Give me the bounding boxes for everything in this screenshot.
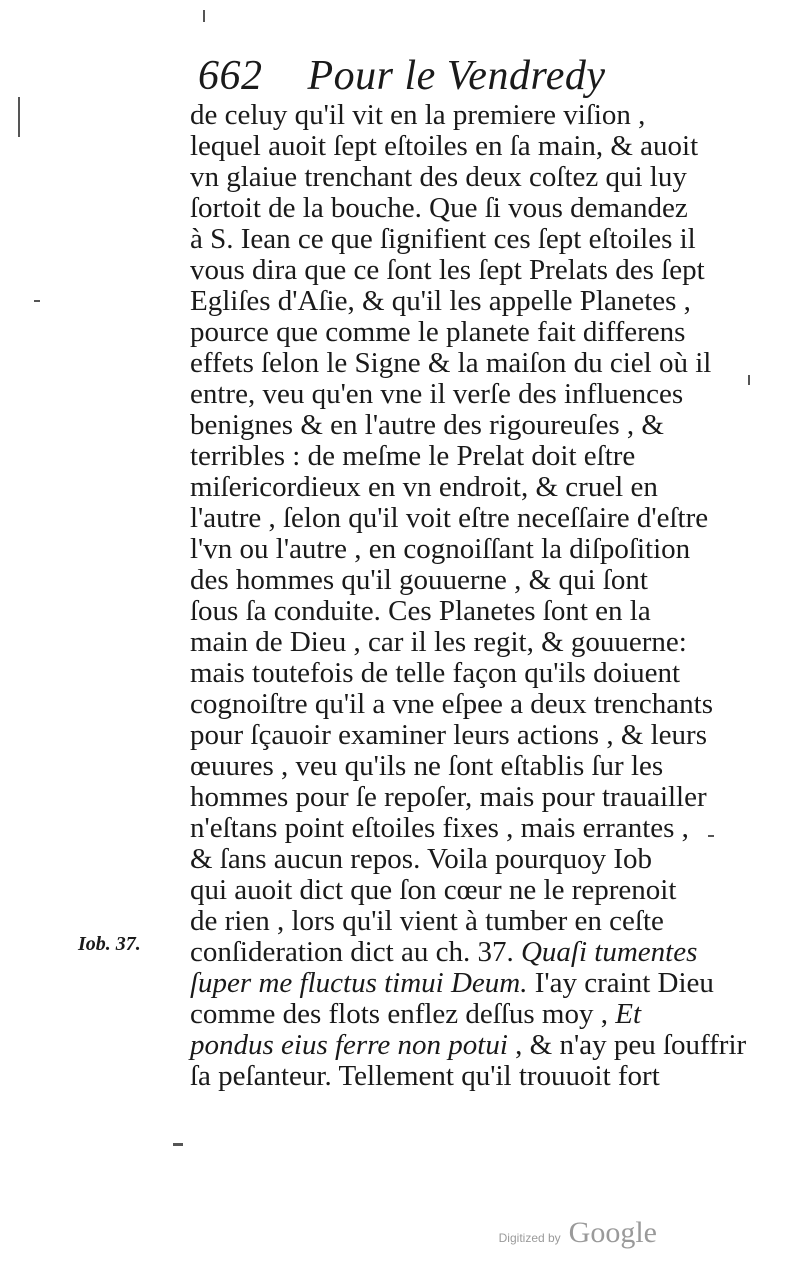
text-segment: n'eſtans point eſtoiles fixes , mais errantes , [190, 812, 689, 844]
text-segment: main de Dieu , car il les regit, & gouuerne: [190, 626, 687, 658]
text-line [190, 100, 710, 131]
scan-mark [708, 835, 714, 837]
text-line [190, 999, 710, 1030]
text-segment: benignes & en l'autre des rigoureuſes , & [190, 409, 664, 441]
text-line [190, 503, 710, 534]
text-segment: vous dira que ce ſont les ſept Prelats des ſept [190, 254, 705, 286]
text-segment: & ſans aucun repos. Voila pourquoy Iob [190, 843, 653, 875]
scan-mark [748, 375, 750, 385]
text-segment: terribles : de meſme le Prelat doit eſtre [190, 440, 636, 472]
google-logo: Google [568, 1216, 657, 1249]
latin-quote: pondus eius ferre non potui [190, 1029, 508, 1061]
text-segment: entre, veu qu'en vne il verſe des influences [190, 378, 684, 410]
text-line [190, 441, 710, 472]
margin-note: Iob. 37. [78, 933, 141, 955]
text-segment: l'vn ou l'autre , en cognoiſſant la diſpoſition [190, 533, 691, 565]
text-segment: œuures , veu qu'ils ne ſont eſtablis ſur les [190, 750, 664, 782]
scan-mark [18, 97, 20, 137]
text-line [190, 348, 710, 379]
text-line [190, 286, 710, 317]
text-line [190, 937, 710, 968]
text-line [190, 131, 710, 162]
running-title: Pour le Vendredy [307, 53, 606, 99]
text-line [190, 162, 710, 193]
text-line [190, 967, 714, 999]
text-segment: hommes pour ſe repoſer, mais pour trauailler [190, 781, 707, 813]
text-line [190, 844, 710, 875]
page-number: 662 [198, 53, 263, 99]
text-segment: I'ay craint Dieu [527, 967, 714, 999]
text-segment: à S. Iean ce que ſignifient ces ſept eſtoiles il [190, 223, 696, 255]
body-text [190, 99, 747, 1092]
text-line [190, 224, 710, 255]
watermark-prefix: Digitized by [498, 1231, 561, 1245]
text-line [190, 906, 710, 937]
text-segment: ſous ſa conduite. Ces Planetes ſont en la [190, 595, 651, 627]
latin-quote: Quaſi tumentes [520, 936, 698, 968]
page-header [198, 52, 718, 102]
text-line [190, 813, 710, 844]
text-line [190, 688, 713, 720]
text-line [190, 565, 710, 596]
text-segment: comme des flots enflez deſſus moy , [190, 998, 616, 1030]
text-segment: Egliſes d'Aſie, & qu'il les appelle Planetes , [190, 285, 691, 317]
text-segment: cognoiſtre qu'il a vne eſpee a deux trenchants [190, 688, 713, 720]
text-segment: effets ſelon le Signe & la maiſon du ciel où il [190, 347, 712, 379]
text-line [190, 379, 710, 410]
text-line [190, 255, 710, 286]
text-segment: pource que comme le planete fait differens [190, 316, 686, 348]
scan-mark [203, 10, 205, 22]
scan-mark [34, 300, 40, 302]
text-segment: , & n'ay peu ſouffrir [507, 1029, 747, 1061]
text-segment: miſericordieux en vn endroit, & cruel en [190, 471, 658, 503]
text-line [190, 751, 710, 782]
text-segment: des hommes qu'il gouuerne , & qui ſont [190, 564, 648, 596]
text-line [190, 782, 710, 813]
text-segment: ſortoit de la bouche. Que ſi vous demandez [190, 192, 688, 224]
text-line [190, 875, 710, 906]
scan-mark [173, 1143, 183, 1146]
digitized-by-google-watermark [499, 1216, 657, 1250]
text-segment: de rien , lors qu'il vient à tumber en ceſte [190, 905, 664, 937]
text-segment: ſa peſanteur. Tellement qu'il trouuoit fort [190, 1060, 660, 1092]
text-line [190, 193, 710, 224]
text-segment: lequel auoit ſept eſtoiles en ſa main, & auoit [190, 130, 699, 162]
text-segment: qui auoit dict que ſon cœur ne le reprenoit [190, 874, 677, 906]
text-line [190, 720, 710, 751]
text-segment: l'autre , ſelon qu'il voit eſtre neceſſaire d'eſtre [190, 502, 709, 534]
text-segment: conſideration dict au ch. 37. [190, 936, 521, 968]
text-segment: de celuy qu'il vit en la premiere viſion , [190, 99, 646, 131]
text-line [190, 472, 710, 503]
text-line [190, 627, 710, 658]
text-line [190, 317, 710, 348]
text-line [190, 1061, 710, 1092]
latin-quote: ſuper me fluctus timui Deum. [190, 967, 528, 999]
text-line [190, 658, 710, 689]
text-line [190, 596, 710, 627]
text-segment: pour ſçauoir examiner leurs actions , & leurs [190, 719, 708, 751]
text-line [190, 1029, 747, 1061]
text-line [190, 534, 710, 565]
latin-quote: Et [615, 998, 642, 1030]
text-line [190, 410, 710, 441]
text-segment: vn glaiue trenchant des deux coſtez qui luy [190, 161, 687, 193]
text-segment: mais toutefois de telle façon qu'ils doiuent [190, 657, 681, 689]
